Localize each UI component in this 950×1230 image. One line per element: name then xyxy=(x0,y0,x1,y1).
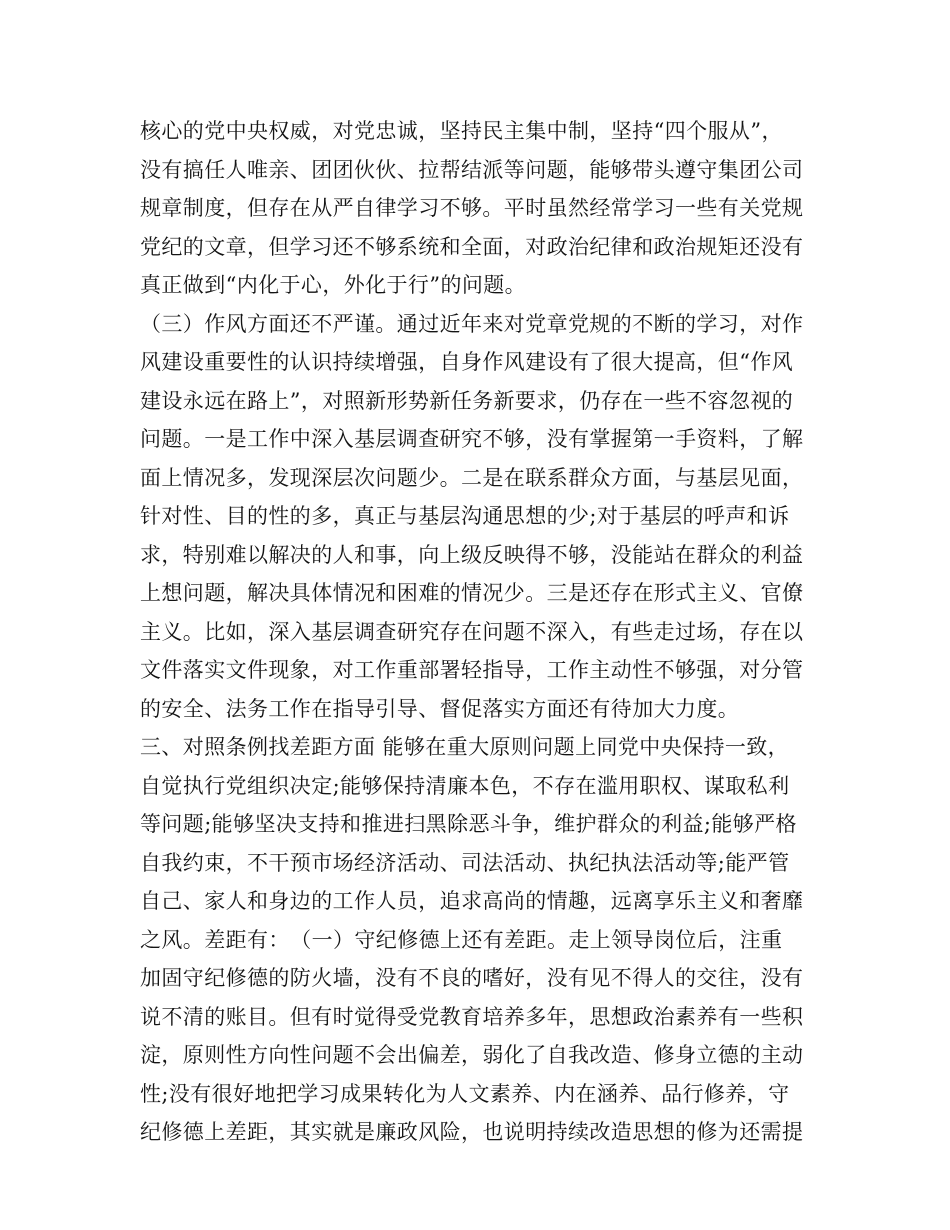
text-line: 自己、家人和身边的工作人员，追求高尚的情趣，远离享乐主义和奢靡 xyxy=(140,889,804,913)
text-line: 针对性、目的性的多，真正与基层沟通思想的少;对于基层的呼声和诉 xyxy=(140,504,790,528)
text-line: 之风。差距有： （一）守纪修德上还有差距。走上领导岗位后，注重 xyxy=(140,927,783,952)
text-line: 上想问题，解决具体情况和困难的情况少。三是还存在形式主义、官僚 xyxy=(140,581,804,605)
text-line: 风建设重要性的认识持续增强，自身作风建设有了很大提高，但“作风 xyxy=(140,350,794,374)
text-line: 没有搞任人唯亲、团团伙伙、拉帮结派等问题，能够带头遵守集团公司 xyxy=(140,157,804,182)
text-line: 自我约束，不干预市场经济活动、司法活动、执纪执法活动等;能严管 xyxy=(140,850,790,875)
text-line: 真正做到“内化于心，外化于行”的问题。 xyxy=(140,273,527,297)
text-line: 等问题;能够坚决支持和推进扫黑除恶斗争，维护群众的利益;能够严格 xyxy=(140,812,797,836)
text-line: 自觉执行党组织决定;能够保持清廉本色，不存在滥用职权、谋取私利 xyxy=(140,773,790,798)
text-line: 面上情况多，发现深层次问题少。二是在联系群众方面，与基层见面， xyxy=(140,465,804,490)
text-line: 的安全、法务工作在指导引导、督促落实方面还有待加大力度。 xyxy=(140,696,740,721)
section-heading-line: （三）作风方面还不严谨。通过近年来对党章党规的不断的学习，对作 xyxy=(140,311,804,336)
text-line: 求，特别难以解决的人和事，向上级反映得不够，没能站在群众的利益 xyxy=(140,542,804,567)
section-heading-line: 三、对照条例找差距方面 能够在重大原则问题上同党中央保持一致， xyxy=(140,735,790,759)
text-line: 规章制度，但存在从严自律学习不够。平时虽然经常学习一些有关党规 xyxy=(140,196,804,220)
text-line: 说不清的账目。但有时觉得受党教育培养多年，思想政治素养有一些积 xyxy=(140,1004,804,1029)
body-text xyxy=(140,112,820,1152)
text-line: 文件落实文件现象，对工作重部署轻指导，工作主动性不够强，对分管 xyxy=(140,658,804,682)
text-line: 建设永远在路上”，对照新形势新任务新要求，仍存在一些不容忽视的 xyxy=(140,388,794,413)
text-line: 性;没有很好地把学习成果转化为人文素养、内在涵养、品行修养，守 xyxy=(140,1081,790,1106)
text-line: 问题。一是工作中深入基层调查研究不够，没有掌握第一手资料，了解 xyxy=(140,427,804,451)
text-line: 党纪的文章，但学习还不够系统和全面，对政治纪律和政治规矩还没有 xyxy=(140,234,804,259)
text-line: 纪修德上差距，其实就是廉政风险，也说明持续改造思想的修为还需提 xyxy=(140,1120,804,1144)
text-line: 淀，原则性方向性问题不会出偏差，弱化了自我改造、修身立德的主动 xyxy=(140,1043,804,1067)
text-line: 主义。比如，深入基层调查研究存在问题不深入，有些走过场，存在以 xyxy=(140,619,804,644)
text-line: 核心的党中央权威，对党忠诚，坚持民主集中制，坚持“四个服从”， xyxy=(140,119,783,143)
text-line: 加固守纪修德的防火墙，没有不良的嗜好，没有见不得人的交往，没有 xyxy=(140,966,804,990)
